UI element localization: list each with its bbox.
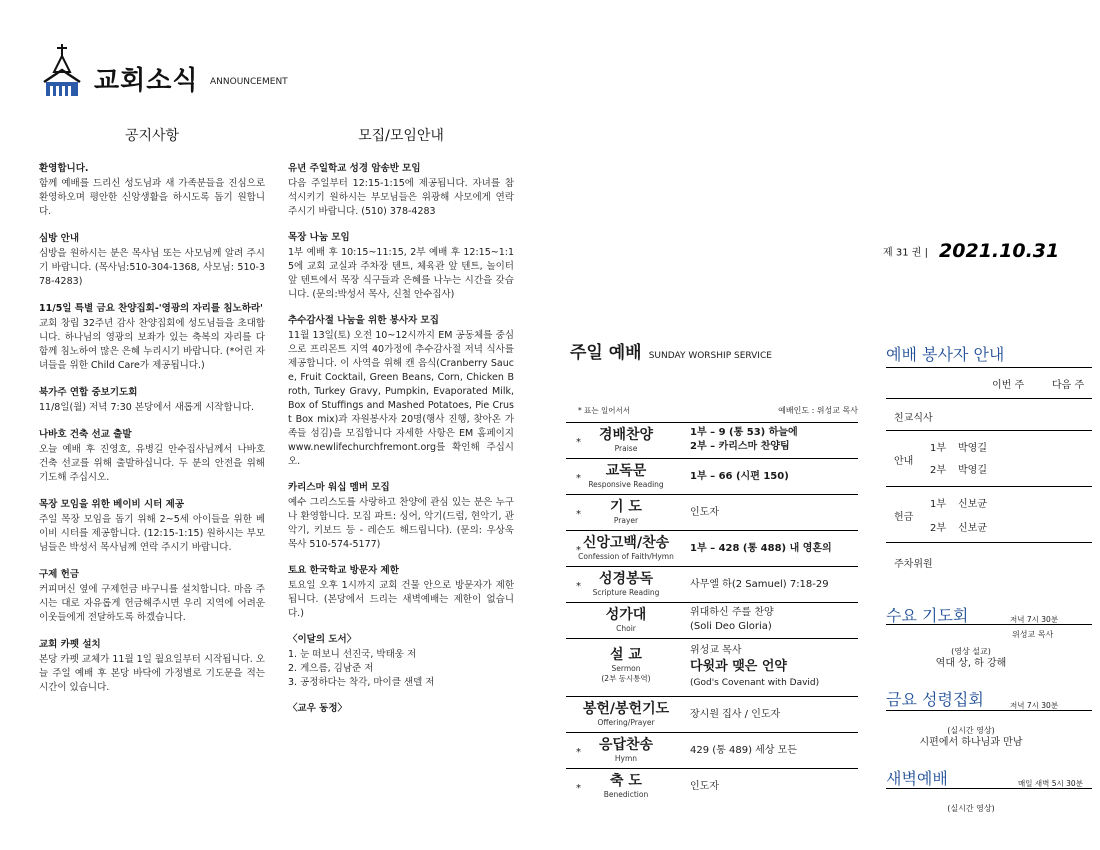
order-row — [566, 733, 858, 769]
order-detail: 인도자 — [690, 507, 719, 518]
meeting-body: 11월 13일(토) 오전 10~12시까지 EM 공동체를 중심으로 프리몬트 지역 40가정에 추수감사절 저녁 식사를 제공합니다. 이 사역을 위해 캔 음식(Cranberry Sauce, Fruit Cocktail, Green Beans, Corn, Chicken Broth, Turkey Gravy, Pumpkin, Evaporated Milk, Box of Stuffings and Mashed Potatoes, Pie Crust Box mix)과 자원봉사자 20명(행사 진행, 찾아온 가족들 섬김)을 모집합니다 자세한 사항은 EM 홈페이지 www.newlifechurchfremont.org를 확인해 주십시오. — [288, 330, 514, 467]
order-name-en: Responsive Reading — [588, 480, 664, 489]
order-name-en: Scripture Reading — [592, 588, 660, 597]
order-name: 신앙고백/찬송 — [582, 535, 670, 551]
order-row — [566, 697, 858, 733]
notice-body: 11/8일(월) 저녁 7:30 본당에서 새롭게 시작합니다. — [39, 402, 255, 413]
volunteer-name: 박영길 — [958, 465, 987, 476]
order-name-en: Benediction — [603, 790, 649, 799]
staff-news-title: 〈교우 동정〉 — [288, 703, 348, 714]
church-icon — [40, 42, 90, 98]
interpretation-note: (2부 동시통역) — [601, 674, 651, 683]
meeting-item — [288, 562, 514, 621]
notice-title: 심방 안내 — [39, 233, 80, 244]
meeting-title: 카리스마 워십 멤버 모집 — [288, 482, 390, 493]
friday-divider — [886, 710, 1092, 711]
order-row — [566, 769, 858, 805]
meeting-body: 1부 예배 후 10:15~11:15, 2부 예배 후 12:15~1:15에 교회 교실과 주차장 텐트, 체육관 앞 텐트, 놀이터 앞 텐트에서 목장 식구들과 은혜를 나누는 시간을 갖습니다. (문의:박성서 목사, 신철 안수집사) — [288, 247, 514, 300]
service-part: 2부 — [930, 523, 947, 534]
wednesday-title: 수요 기도회 — [886, 606, 969, 625]
offering-label: 헌금 — [894, 512, 914, 523]
book-item: 1. 눈 떠보니 선진국, 박태웅 저 — [288, 649, 417, 660]
wednesday-note: (영상 설교) — [951, 647, 991, 656]
notice-title: 교회 카펫 설치 — [39, 639, 101, 650]
worship-order — [566, 422, 858, 805]
order-name: 교독문 — [605, 463, 647, 479]
sermon-title-en: (God's Covenant with David) — [690, 678, 820, 688]
meeting-title: 유년 주일학교 성경 암송반 모임 — [288, 163, 421, 174]
order-row — [566, 567, 858, 603]
parking-label: 주차위원 — [894, 559, 933, 570]
order-row — [566, 459, 858, 495]
issue-date: 2021.10.31 — [939, 240, 1060, 262]
col-next-week: 다음 주 — [1052, 380, 1085, 391]
book-list-title: 〈이달의 도서〉 — [288, 634, 357, 645]
notice-title: 나바호 건축 선교 출발 — [39, 429, 132, 440]
offering-row — [886, 487, 1092, 543]
order-name: 축 도 — [610, 773, 642, 789]
friday-text: 시편에서 하나님과 만남 — [919, 737, 1023, 748]
standing-mark: * — [576, 783, 581, 794]
notice-body: 커피머신 옆에 구제헌금 바구니를 설치합니다. 마음 주시는 대로 자유롭게 헌금해주시면 우리 지역에 어려운 이웃들에게 전달하도록 하겠습니다. — [39, 584, 265, 623]
meeting-item — [288, 479, 514, 552]
order-name-en: Hymn — [614, 754, 638, 763]
friday-note: (실시간 영상) — [947, 726, 995, 735]
wednesday-text: 역대 상, 하 강해 — [935, 658, 1007, 669]
standing-mark: * — [576, 545, 581, 556]
order-detail: (Soli Deo Gloria) — [690, 621, 772, 632]
notice-item — [39, 496, 265, 555]
order-detail: 1부 – 66 (시편 150) — [690, 471, 789, 482]
meeting-body: 다음 주일부터 12:15-1:15에 제공됩니다. 자녀를 참석시키기 원하시는 부모님들은 위광해 사모에게 연락 주시기 바랍니다. (510) 378-4283 — [288, 178, 514, 217]
issue-number: 제 31 권 | — [883, 247, 928, 259]
notices-column — [39, 160, 265, 706]
notice-body: 본당 카펫 교체가 11월 1일 월요일부터 시작됩니다. 오늘 주일 예배 후 본당 바닥에 가정별로 기도문을 적는 시간이 있습니다. — [39, 654, 265, 693]
order-name-en: Confession of Faith/Hymn — [578, 552, 674, 561]
notice-body: 심방을 원하시는 분은 목사님 또는 사모님께 알려 주시기 바랍니다. (목사님:510-304-1368, 사모님: 510-378-4283) — [39, 248, 265, 287]
order-detail: 1부 – 9 (통 53) 하늘에 — [690, 427, 798, 438]
worship-leader: 예배인도 : 위성교 목사 — [778, 406, 858, 415]
meeting-item — [288, 160, 514, 219]
meetings-column — [288, 160, 514, 724]
meetings-heading: 모집/모임안내 — [358, 128, 444, 144]
meeting-body: 토요일 오후 1시까지 교회 건물 안으로 방문자가 제한됩니다. (본당에서 드리는 새벽예배는 제한이 없습니다.) — [288, 580, 514, 619]
meeting-title: 목장 나눔 모임 — [288, 232, 350, 243]
standing-note: * 표는 일어서서 — [578, 406, 630, 415]
parking-row — [886, 543, 1092, 585]
notice-title: 환영합니다. — [39, 163, 89, 174]
volunteers-table — [886, 367, 1092, 585]
usher-row — [886, 431, 1092, 487]
standing-mark: * — [576, 581, 581, 592]
volunteers-header — [886, 368, 1092, 399]
standing-mark: * — [576, 509, 581, 520]
notice-item — [39, 566, 265, 625]
order-name: 설 교 — [610, 647, 642, 663]
order-row — [566, 639, 858, 697]
order-detail: 장시원 집사 / 인도자 — [690, 709, 781, 720]
notice-title: 구제 헌금 — [39, 569, 80, 580]
standing-mark: * — [576, 747, 581, 758]
order-name: 성경봉독 — [598, 571, 654, 587]
wednesday-time: 저녁 7시 30분 — [1010, 615, 1059, 624]
service-part: 1부 — [930, 499, 947, 510]
col-this-week: 이번 주 — [992, 380, 1025, 391]
notice-item — [39, 230, 265, 289]
meeting-item — [288, 229, 514, 302]
notice-body: 주일 목장 모임을 돕기 위해 2~5세 아이들을 위한 베이비 시터를 제공합니다. (12:15-1:15) 원하시는 부모님들은 박성서 목사님께 연락 주시기 바랍니다. — [39, 514, 265, 553]
meeting-body: 예수 그리스도를 사랑하고 찬양에 관심 있는 분은 누구나 환영합니다. 모집 파트: 싱어, 악기(드럼, 현악기, 관악기, 키보드 등 - 레슨도 해드립니다). (문의: 우상욱 목사 510-574-5177) — [288, 497, 514, 550]
volunteers-title: 예배 봉사자 안내 — [886, 345, 1005, 364]
usher-label: 안내 — [894, 456, 914, 467]
order-name-en: Sermon — [611, 664, 641, 673]
notice-body: 교회 창립 32주년 감사 찬양집회에 성도님들을 초대합니다. 하나님의 영광의 보좌가 있는 축복의 자리를 다 함께 침노하여 많은 은혜 누리시기 바랍니다. (*어린 자녀들을 위한 Child Care가 제공됩니다.) — [39, 318, 265, 371]
dawn-time: 매일 새벽 5시 30분 — [1018, 779, 1083, 788]
order-name: 응답찬송 — [598, 737, 654, 753]
order-name: 봉헌/봉헌기도 — [582, 701, 670, 717]
notice-item — [39, 384, 265, 415]
order-name: 성가대 — [605, 607, 647, 623]
dawn-note: (실시간 영상) — [947, 804, 995, 813]
book-item: 2. 게으름, 김남준 저 — [288, 663, 374, 674]
staff-news — [288, 700, 514, 714]
notice-title: 목장 모임을 위한 베이비 시터 제공 — [39, 499, 185, 510]
volunteer-name: 박영길 — [958, 443, 987, 454]
standing-mark: * — [576, 473, 581, 484]
page-title: 교회소식 — [94, 66, 199, 96]
notice-item — [39, 426, 265, 485]
order-row — [566, 495, 858, 531]
order-name-en: Choir — [616, 624, 636, 633]
meeting-title: 토요 한국학교 방문자 제한 — [288, 565, 399, 576]
notice-title: 11/5일 특별 금요 찬양집회-'영광의 자리를 침노하라' — [39, 303, 263, 314]
order-detail: 429 (통 489) 세상 모든 — [690, 745, 797, 756]
volunteer-name: 신보균 — [958, 523, 987, 534]
book-list — [288, 631, 514, 690]
book-item: 3. 공정하다는 착각, 마이클 샌델 저 — [288, 677, 435, 688]
friday-time: 저녁 7시 30분 — [1010, 701, 1059, 710]
page-subtitle: ANNOUNCEMENT — [210, 77, 288, 87]
order-detail: 2부 – 카리스마 찬양팀 — [690, 441, 790, 452]
order-detail: 1부 – 428 (통 488) 내 영혼의 — [690, 543, 832, 554]
order-detail: 사무엘 하(2 Samuel) 7:18-29 — [690, 579, 829, 590]
issue-info — [883, 240, 1059, 262]
wednesday-leader: 위성교 목사 — [1012, 630, 1054, 639]
order-name: 기 도 — [610, 499, 642, 515]
sermon-title: 다윗과 맺은 언약 — [690, 659, 787, 674]
worship-title-en: SUNDAY WORSHIP SERVICE — [648, 351, 772, 361]
friday-title: 금요 성령집회 — [886, 690, 984, 709]
worship-title-ko: 주일 예배 — [570, 343, 642, 363]
order-name-en: Prayer — [613, 516, 639, 525]
notice-item — [39, 300, 265, 373]
standing-mark: * — [576, 437, 581, 448]
order-detail: 위대하신 주를 찬양 — [690, 607, 774, 618]
volunteer-name: 신보균 — [958, 499, 987, 510]
order-name-en: Offering/Prayer — [597, 718, 655, 727]
service-part: 2부 — [930, 465, 947, 476]
worship-title — [570, 338, 772, 363]
meeting-title: 추수감사절 나눔을 위한 봉사자 모집 — [288, 315, 439, 326]
order-name: 경배찬양 — [598, 427, 654, 443]
notice-body: 함께 예배를 드리신 성도님과 새 가족분들을 진심으로 환영하오며 평안한 신앙생활을 하시도록 돕기 원합니다. — [39, 178, 265, 217]
notice-body: 오늘 예배 후 진영호, 유병길 안수집사님께서 나바호 건축 선교를 위해 출발하십니다. 두 분의 안전을 위해 기도해 주십시오. — [39, 444, 265, 483]
notices-heading: 공지사항 — [124, 128, 180, 144]
order-name-en: Praise — [614, 444, 638, 453]
notice-item — [39, 636, 265, 695]
fellowship-label: 친교식사 — [894, 413, 933, 424]
service-part: 1부 — [930, 443, 947, 454]
fellowship-row — [886, 399, 1092, 431]
preacher: 위성교 목사 — [690, 645, 742, 656]
meeting-item — [288, 312, 514, 469]
order-row — [566, 423, 858, 459]
notice-item — [39, 160, 265, 219]
wednesday-divider — [886, 624, 1092, 625]
dawn-title: 새벽예배 — [886, 769, 948, 788]
order-row — [566, 531, 858, 567]
worship-meta — [578, 405, 858, 416]
order-row — [566, 603, 858, 639]
order-detail: 인도자 — [690, 781, 719, 792]
notice-title: 북가주 연합 중보기도회 — [39, 387, 138, 398]
